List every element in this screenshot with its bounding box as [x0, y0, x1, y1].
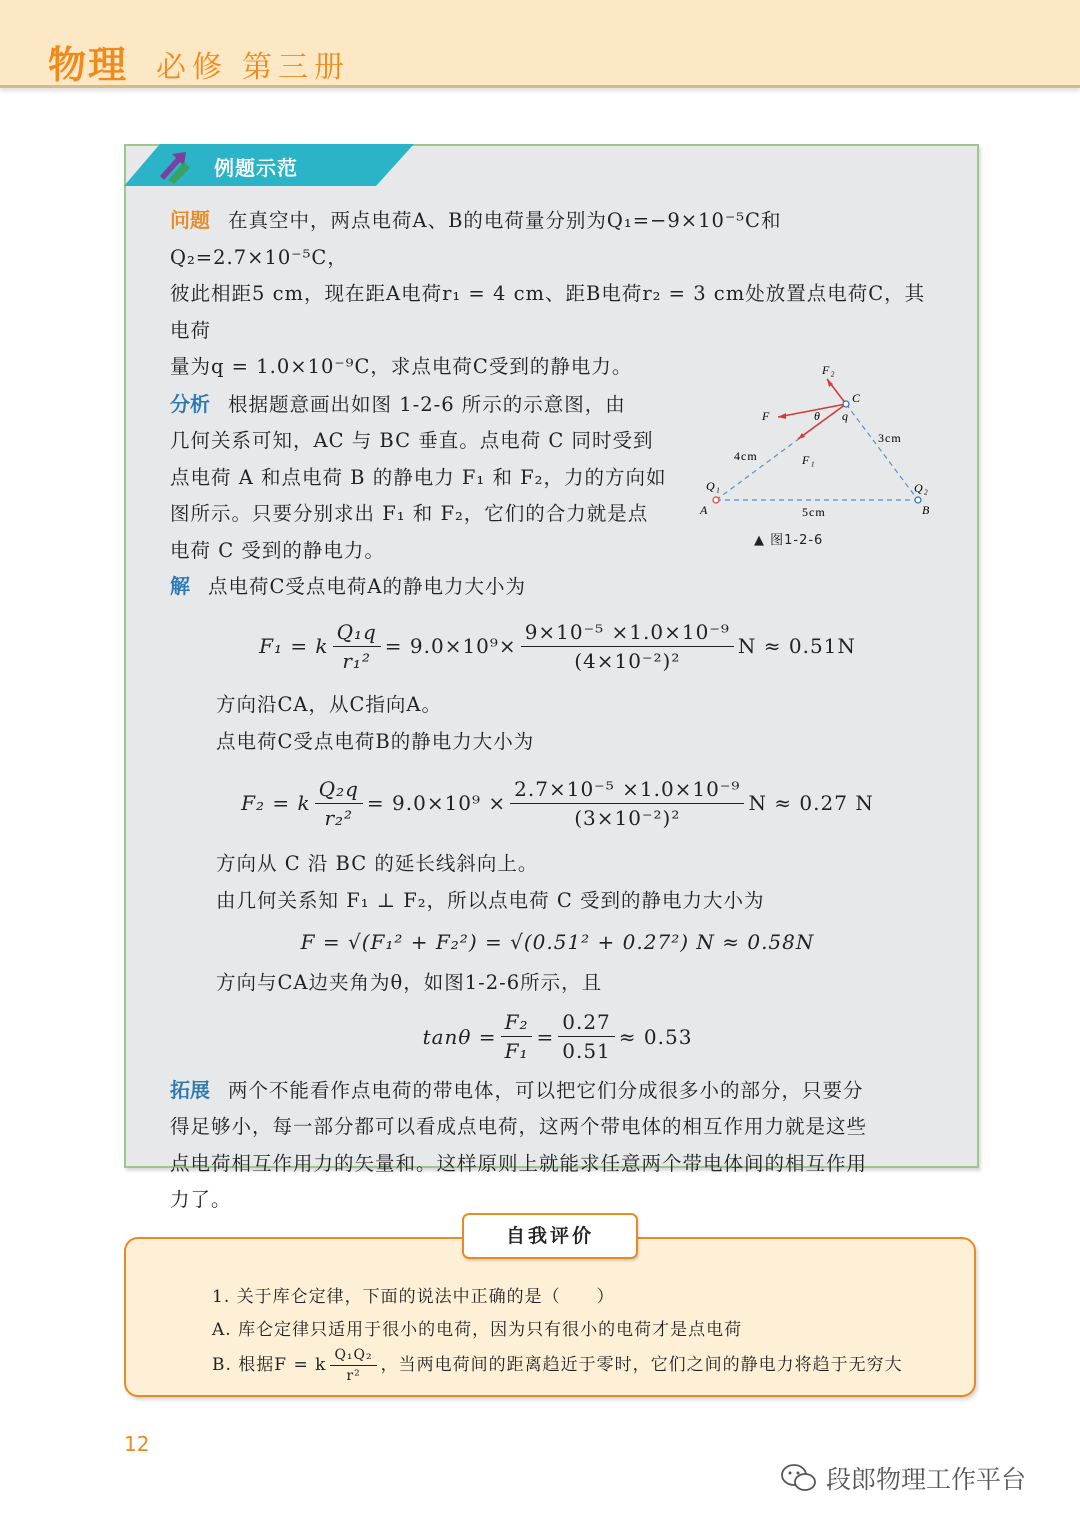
f2-num: Q₂q — [315, 777, 363, 804]
analysis-text-1: 根据题意画出如图 1-2-6 所示的示意图，由 — [228, 392, 626, 416]
volume-b: 第三册 — [242, 50, 350, 85]
label-c: C — [852, 390, 862, 405]
f1-frac-2 — [521, 620, 734, 673]
solution-line-2: 方向沿CA，从C指向A。 — [216, 693, 443, 716]
formula-f-total: F = √(F₁² + F₂²) = √(0.51² + 0.27²) N ≈ 0.58N — [300, 930, 815, 954]
analysis-line-5: 电荷 C 受到的静电力。 — [170, 538, 385, 562]
self-eval-title: 自我评价 — [462, 1213, 638, 1259]
extension-line-3: 点电荷相互作用力的矢量和。这样原则上就能求任意两个带电体间的相互作用 — [170, 1151, 868, 1175]
problem-line-1 — [170, 202, 945, 276]
extension-tag: 拓展 — [170, 1077, 210, 1102]
tan-lhs: tanθ = — [422, 1024, 497, 1049]
figure-1-2-6 — [694, 364, 944, 554]
f2-result: N ≈ 0.27 N — [748, 791, 874, 815]
problem-tag: 问题 — [170, 208, 210, 232]
f2-frac-2 — [510, 777, 744, 830]
example-content — [170, 202, 945, 1219]
option-b-den: r² — [346, 1368, 361, 1384]
f1-mid: = 9.0×10⁹× — [384, 634, 517, 658]
formula-f1 — [170, 609, 945, 683]
problem-line-2: 彼此相距5 cm，现在距A电荷r₁ = 4 cm、距B电荷r₂ = 3 cm处放置点电荷C，其电荷 — [170, 282, 926, 342]
f2-den: r₂² — [324, 805, 354, 830]
analysis-line-3: 点电荷 A 和点电荷 B 的静电力 F₁ 和 F₂，力的方向如 — [170, 465, 667, 489]
f2-num2: 2.7×10⁻⁵ ×1.0×10⁻⁹ — [510, 777, 744, 804]
page-number: 12 — [124, 1432, 150, 1456]
extension-line-4: 力了。 — [170, 1188, 232, 1211]
watermark — [780, 1460, 1026, 1496]
charge-c — [843, 401, 849, 407]
formula-tan — [170, 1006, 945, 1068]
f1-num: Q₁q — [333, 620, 381, 647]
watermark-text: 段郎物理工作平台 — [826, 1465, 1027, 1494]
solution-line-3: 点电荷C受点电荷B的静电力大小为 — [216, 729, 535, 753]
analysis-line-4: 图所示。只要分别求出 F₁ 和 F₂，它们的合力就是点 — [170, 502, 649, 525]
banner-label: 例题示范 — [214, 156, 298, 180]
f2-lhs: F₂ = k — [241, 791, 311, 815]
label-q: q — [842, 408, 849, 423]
label-b: B — [922, 502, 931, 517]
charge-b — [915, 497, 921, 503]
segment-bc — [846, 404, 918, 500]
problem-line-3: 量为q = 1.0×10⁻⁹C，求点电荷C受到的静电力。 — [170, 355, 633, 378]
analysis-line-2: 几何关系可知，AC 与 BC 垂直。点电荷 C 同时受到 — [170, 429, 654, 452]
solution-text-1: 点电荷C受点电荷A的静电力大小为 — [208, 574, 527, 598]
tan-eq: = — [536, 1024, 555, 1049]
volume-title — [156, 42, 350, 86]
label-4cm: 4cm — [734, 448, 758, 463]
figure-caption: ▲ 图1-2-6 — [754, 532, 824, 548]
analysis-tag: 分析 — [170, 391, 210, 416]
label-5cm: 5cm — [802, 504, 826, 519]
charge-a — [713, 497, 719, 503]
f2-mid: = 9.0×10⁹ × — [366, 791, 507, 815]
solution-line-4: 方向从 C 沿 BC 的延长线斜向上。 — [216, 852, 539, 875]
tan-frac-2 — [558, 1010, 615, 1063]
page-header — [0, 0, 1080, 88]
option-b-pre: B. 根据F = k — [212, 1355, 327, 1375]
f1-num2: 9×10⁻⁵ ×1.0×10⁻⁹ — [521, 620, 734, 647]
tan-num1: F₂ — [501, 1010, 533, 1037]
solution-line-1 — [170, 568, 945, 606]
extension-line-1 — [170, 1072, 945, 1110]
label-f: F — [762, 408, 771, 423]
extension-line-2: 得足够小，每一部分都可以看成点电荷，这两个带电体的相互作用力就是这些 — [170, 1115, 868, 1138]
label-f1: F₁ — [802, 452, 816, 467]
tan-den1: F₁ — [504, 1039, 529, 1063]
solution-line-5: 由几何关系知 F₁ ⊥ F₂，所以点电荷 C 受到的静电力大小为 — [216, 888, 765, 912]
label-theta: θ — [814, 408, 821, 423]
example-box — [124, 144, 979, 1211]
option-b — [212, 1347, 932, 1384]
f1-lhs: F₁ = k — [259, 634, 329, 658]
volume-a: 必修 — [156, 50, 228, 85]
label-3cm: 3cm — [878, 430, 902, 445]
tan-num2: 0.27 — [558, 1010, 615, 1037]
solution-tag: 解 — [170, 573, 190, 598]
f1-den2: (4×10⁻²)² — [574, 648, 681, 673]
label-q2: Q₂ — [914, 480, 929, 495]
extension-text-1: 两个不能看作点电荷的带电体，可以把它们分成很多小的部分，只要分 — [228, 1078, 864, 1102]
option-b-frac — [330, 1347, 376, 1384]
wechat-icon — [780, 1463, 818, 1493]
option-b-post: ，当两电荷间的距离趋近于零时，它们之间的静电力将趋于无穷大 — [380, 1355, 903, 1375]
f1-frac-1 — [333, 620, 381, 673]
option-a: A. 库仑定律只适用于很小的电荷，因为只有很小的电荷才是点电荷 — [212, 1320, 743, 1340]
f2-frac-1 — [315, 777, 363, 830]
label-q1: Q₁ — [706, 478, 721, 493]
option-b-num: Q₁Q₂ — [330, 1347, 376, 1366]
problem-text-1: 在真空中，两点电荷A、B的电荷量分别为Q₁=−9×10⁻⁵C和Q₂=2.7×10⁻⁵C， — [170, 209, 782, 269]
self-eval-box — [124, 1237, 976, 1397]
f2-den2: (3×10⁻²)² — [574, 805, 681, 830]
f1-result: N ≈ 0.51N — [737, 634, 856, 658]
label-f2: F₂ — [822, 363, 836, 377]
question-1: 1. 关于库仑定律，下面的说法中正确的是（ ） — [212, 1287, 615, 1307]
f1-den: r₁² — [342, 648, 371, 673]
analysis-line-1 — [170, 386, 668, 424]
formula-f2 — [170, 764, 945, 842]
solution-line-6: 方向与CA边夹角为θ，如图1-2-6所示，且 — [216, 971, 603, 994]
label-a: A — [700, 502, 709, 517]
tan-frac-1 — [501, 1010, 533, 1063]
tan-den2: 0.51 — [562, 1039, 611, 1063]
subject-title: 物理 — [48, 43, 129, 87]
tan-result: ≈ 0.53 — [618, 1024, 693, 1049]
